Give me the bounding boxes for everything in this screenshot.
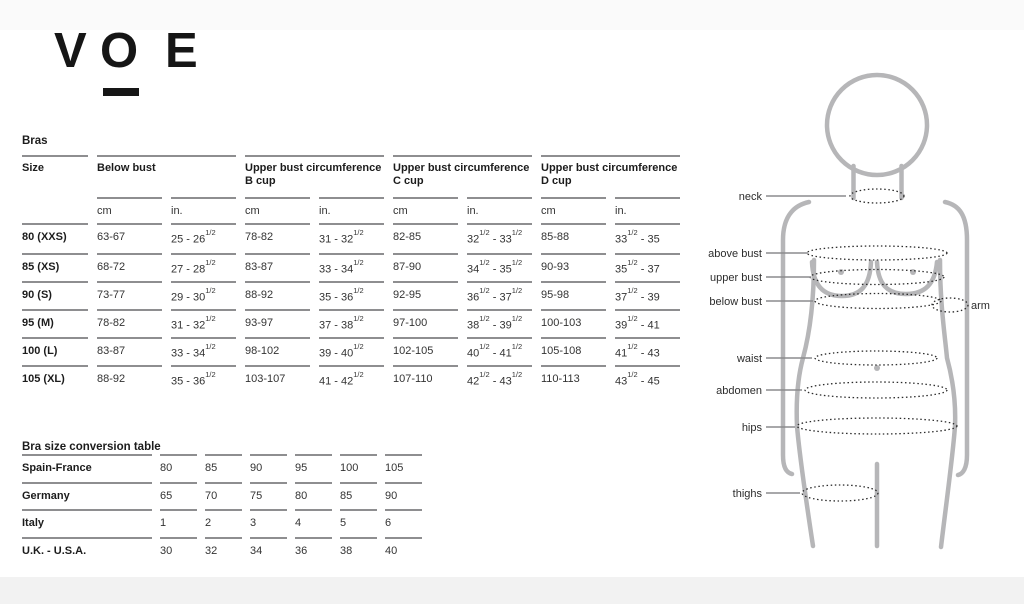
group-header-line1: Upper bust circumference bbox=[245, 162, 382, 174]
conv-value-cell: 2 bbox=[205, 509, 242, 537]
figure-label-below-bust: below bust bbox=[709, 296, 762, 308]
value-cell: $33^{1/2} - 35$ bbox=[615, 227, 660, 246]
right-torso-leg-line bbox=[940, 260, 955, 547]
bras-table-header bbox=[22, 155, 682, 225]
conversion-row bbox=[22, 509, 447, 537]
value-cell: $39^{1/2} - 41$ bbox=[615, 309, 680, 337]
unit-header-cm: cm bbox=[393, 197, 458, 225]
conv-value-cell: 4 bbox=[295, 509, 332, 537]
value-cell: 88-92 bbox=[97, 365, 162, 393]
figure-label-waist: waist bbox=[736, 353, 762, 365]
group-header-d-cup bbox=[541, 155, 680, 197]
conversion-row bbox=[22, 482, 447, 510]
conv-value-cell: 85 bbox=[205, 454, 242, 482]
right-breast-curve bbox=[877, 262, 937, 294]
waist-ellipse bbox=[815, 351, 937, 365]
figure-label-arm: arm bbox=[971, 300, 990, 312]
conv-label-cell: Italy bbox=[22, 509, 152, 537]
value-cell: 110-113 bbox=[541, 365, 606, 393]
group-header-line2: B cup bbox=[245, 175, 276, 187]
conv-value-cell: 70 bbox=[205, 482, 242, 510]
group-header-b-cup bbox=[245, 155, 384, 197]
abdomen-ellipse bbox=[805, 382, 947, 398]
value-cell: $41 - 42^{1/2}$ bbox=[319, 365, 384, 393]
conv-value-cell: 80 bbox=[160, 454, 197, 482]
body-diagram-svg bbox=[690, 30, 1024, 570]
conv-value-cell: 34 bbox=[250, 537, 287, 565]
value-cell: $33 - 34^{1/2}$ bbox=[171, 337, 236, 365]
unit-header-cm: cm bbox=[245, 197, 310, 225]
left-breast-curve bbox=[812, 262, 871, 296]
conv-value-cell: 30 bbox=[160, 537, 197, 565]
conv-label-cell: Spain-France bbox=[22, 454, 152, 482]
above-bust-ellipse bbox=[807, 246, 947, 260]
value-cell: $39 - 40^{1/2}$ bbox=[319, 337, 384, 365]
conv-value-cell: 6 bbox=[385, 509, 422, 537]
value-cell: $37 - 38^{1/2}$ bbox=[319, 309, 384, 337]
value-cell: 83-87 bbox=[97, 337, 162, 365]
logo-letter-e: E bbox=[165, 24, 198, 78]
group-header-line2: C cup bbox=[393, 175, 424, 187]
value-cell: $38^{1/2} - 39^{1/2}$ bbox=[467, 309, 532, 337]
value-cell: $35 - 36^{1/2}$ bbox=[319, 281, 384, 309]
conv-value-cell: 90 bbox=[385, 482, 422, 510]
figure-label-upper-bust: upper bust bbox=[710, 272, 762, 284]
value-cell: 105-108 bbox=[541, 337, 606, 365]
value-cell: 73-77 bbox=[97, 281, 162, 309]
navel-point bbox=[874, 365, 880, 371]
conv-value-cell: 40 bbox=[385, 537, 422, 565]
unit-header-in: in. bbox=[615, 197, 680, 225]
conv-value-cell: 90 bbox=[250, 454, 287, 482]
bras-size-table bbox=[22, 134, 682, 393]
bras-row bbox=[22, 225, 682, 253]
value-cell: $32^{1/2} - 33^{1/2}$ bbox=[467, 227, 523, 246]
unit-header-in: in. bbox=[319, 197, 384, 225]
body-outline bbox=[783, 75, 967, 547]
value-cell: $33 - 34^{1/2}$ bbox=[319, 253, 384, 281]
value-cell: 82-85 bbox=[393, 231, 422, 243]
value-cell: $40^{1/2} - 41^{1/2}$ bbox=[467, 337, 532, 365]
bras-row bbox=[22, 309, 682, 337]
conversion-table-title: Bra size conversion table bbox=[22, 441, 161, 453]
size-cell: 95 (M) bbox=[22, 309, 88, 337]
value-cell: 78-82 bbox=[97, 309, 162, 337]
value-cell: 107-110 bbox=[393, 365, 458, 393]
value-cell: 92-95 bbox=[393, 281, 458, 309]
conv-label-cell: Germany bbox=[22, 482, 152, 510]
left-bust-point bbox=[838, 269, 844, 275]
head-circle bbox=[827, 75, 927, 175]
group-header-c-cup bbox=[393, 155, 532, 197]
conv-value-cell: 80 bbox=[295, 482, 332, 510]
size-cell: 105 (XL) bbox=[22, 365, 88, 393]
conv-value-cell: 95 bbox=[295, 454, 332, 482]
value-cell: $35^{1/2} - 37$ bbox=[615, 253, 680, 281]
bras-row bbox=[22, 365, 682, 393]
size-cell: 90 (S) bbox=[22, 281, 88, 309]
conv-value-cell: 3 bbox=[250, 509, 287, 537]
unit-header-cm: cm bbox=[97, 197, 162, 225]
value-cell: $42^{1/2} - 43^{1/2}$ bbox=[467, 365, 532, 393]
value-cell: 100-103 bbox=[541, 309, 606, 337]
figure-label-thighs: thighs bbox=[732, 488, 762, 500]
value-cell: $25 - 26^{1/2}$ bbox=[171, 227, 216, 246]
group-header-below-bust bbox=[97, 155, 236, 197]
measurement-ellipses bbox=[797, 189, 968, 501]
logo-letter-v: V bbox=[54, 24, 87, 78]
bras-row bbox=[22, 281, 682, 309]
value-cell: $35 - 36^{1/2}$ bbox=[171, 365, 236, 393]
value-cell: $34^{1/2} - 35^{1/2}$ bbox=[467, 253, 532, 281]
left-torso-leg-line bbox=[797, 260, 814, 546]
value-cell: $36^{1/2} - 37^{1/2}$ bbox=[467, 281, 532, 309]
value-cell: 95-98 bbox=[541, 281, 606, 309]
group-header-line1: Upper bust circumference bbox=[393, 162, 530, 174]
unit-header-in: in. bbox=[467, 197, 532, 225]
value-cell: 83-87 bbox=[245, 253, 310, 281]
size-cell: 80 (XXS) bbox=[22, 231, 67, 243]
neck-ellipse bbox=[850, 189, 904, 203]
value-cell: $37^{1/2} - 39$ bbox=[615, 281, 680, 309]
value-cell: 85-88 bbox=[541, 231, 570, 243]
conversion-row bbox=[22, 454, 447, 482]
hips-ellipse bbox=[797, 418, 957, 434]
figure-label-abdomen: abdomen bbox=[716, 385, 762, 397]
body-measurement-diagram bbox=[690, 30, 1024, 570]
group-header-line1: Upper bust circumference bbox=[541, 162, 678, 174]
size-column-header: Size bbox=[22, 155, 88, 225]
below-bust-ellipse bbox=[815, 294, 941, 309]
value-cell: $41^{1/2} - 43$ bbox=[615, 337, 680, 365]
logo-letter-o: O bbox=[100, 24, 139, 78]
figure-label-neck: neck bbox=[738, 191, 762, 203]
conv-value-cell: 65 bbox=[160, 482, 197, 510]
conv-value-cell: 100 bbox=[340, 454, 377, 482]
value-cell: 103-107 bbox=[245, 365, 310, 393]
conv-value-cell: 36 bbox=[295, 537, 332, 565]
value-cell: $43^{1/2} - 45$ bbox=[615, 365, 680, 393]
value-cell: $31 - 32^{1/2}$ bbox=[319, 227, 364, 246]
conv-value-cell: 85 bbox=[340, 482, 377, 510]
conv-value-cell: 32 bbox=[205, 537, 242, 565]
value-cell: $31 - 32^{1/2}$ bbox=[171, 309, 236, 337]
page-bottom-margin-strip bbox=[0, 577, 1024, 604]
value-cell: 98-102 bbox=[245, 337, 310, 365]
conv-value-cell: 38 bbox=[340, 537, 377, 565]
thighs-ellipse bbox=[802, 485, 878, 501]
group-header-line2: D cup bbox=[541, 175, 572, 187]
conv-value-cell: 5 bbox=[340, 509, 377, 537]
logo-underline bbox=[103, 88, 139, 96]
unit-header-in: in. bbox=[171, 197, 236, 225]
unit-header-cm: cm bbox=[541, 197, 606, 225]
bras-row bbox=[22, 337, 682, 365]
value-cell: 78-82 bbox=[245, 231, 274, 243]
brand-logo bbox=[0, 0, 220, 110]
value-cell: 93-97 bbox=[245, 309, 310, 337]
arm-ellipse bbox=[932, 298, 968, 312]
conv-label-cell: U.K. - U.S.A. bbox=[22, 537, 152, 565]
value-cell: 87-90 bbox=[393, 253, 458, 281]
conv-value-cell: 1 bbox=[160, 509, 197, 537]
group-header-line1: Below bust bbox=[97, 162, 156, 174]
value-cell: 102-105 bbox=[393, 337, 458, 365]
value-cell: 68-72 bbox=[97, 253, 162, 281]
figure-label-above-bust: above bust bbox=[708, 248, 762, 260]
bras-row bbox=[22, 253, 682, 281]
size-cell: 85 (XS) bbox=[22, 253, 88, 281]
figure-label-hips: hips bbox=[741, 422, 762, 434]
size-cell: 100 (L) bbox=[22, 337, 88, 365]
conv-value-cell: 75 bbox=[250, 482, 287, 510]
bra-size-conversion-table bbox=[22, 440, 447, 564]
bras-table-title: Bras bbox=[22, 135, 48, 147]
value-cell: 63-67 bbox=[97, 231, 126, 243]
value-cell: $27 - 28^{1/2}$ bbox=[171, 253, 236, 281]
value-cell: $29 - 30^{1/2}$ bbox=[171, 281, 236, 309]
value-cell: 90-93 bbox=[541, 253, 606, 281]
value-cell: 88-92 bbox=[245, 281, 310, 309]
conversion-row bbox=[22, 537, 447, 565]
value-cell: 97-100 bbox=[393, 309, 458, 337]
conv-value-cell: 105 bbox=[385, 454, 422, 482]
